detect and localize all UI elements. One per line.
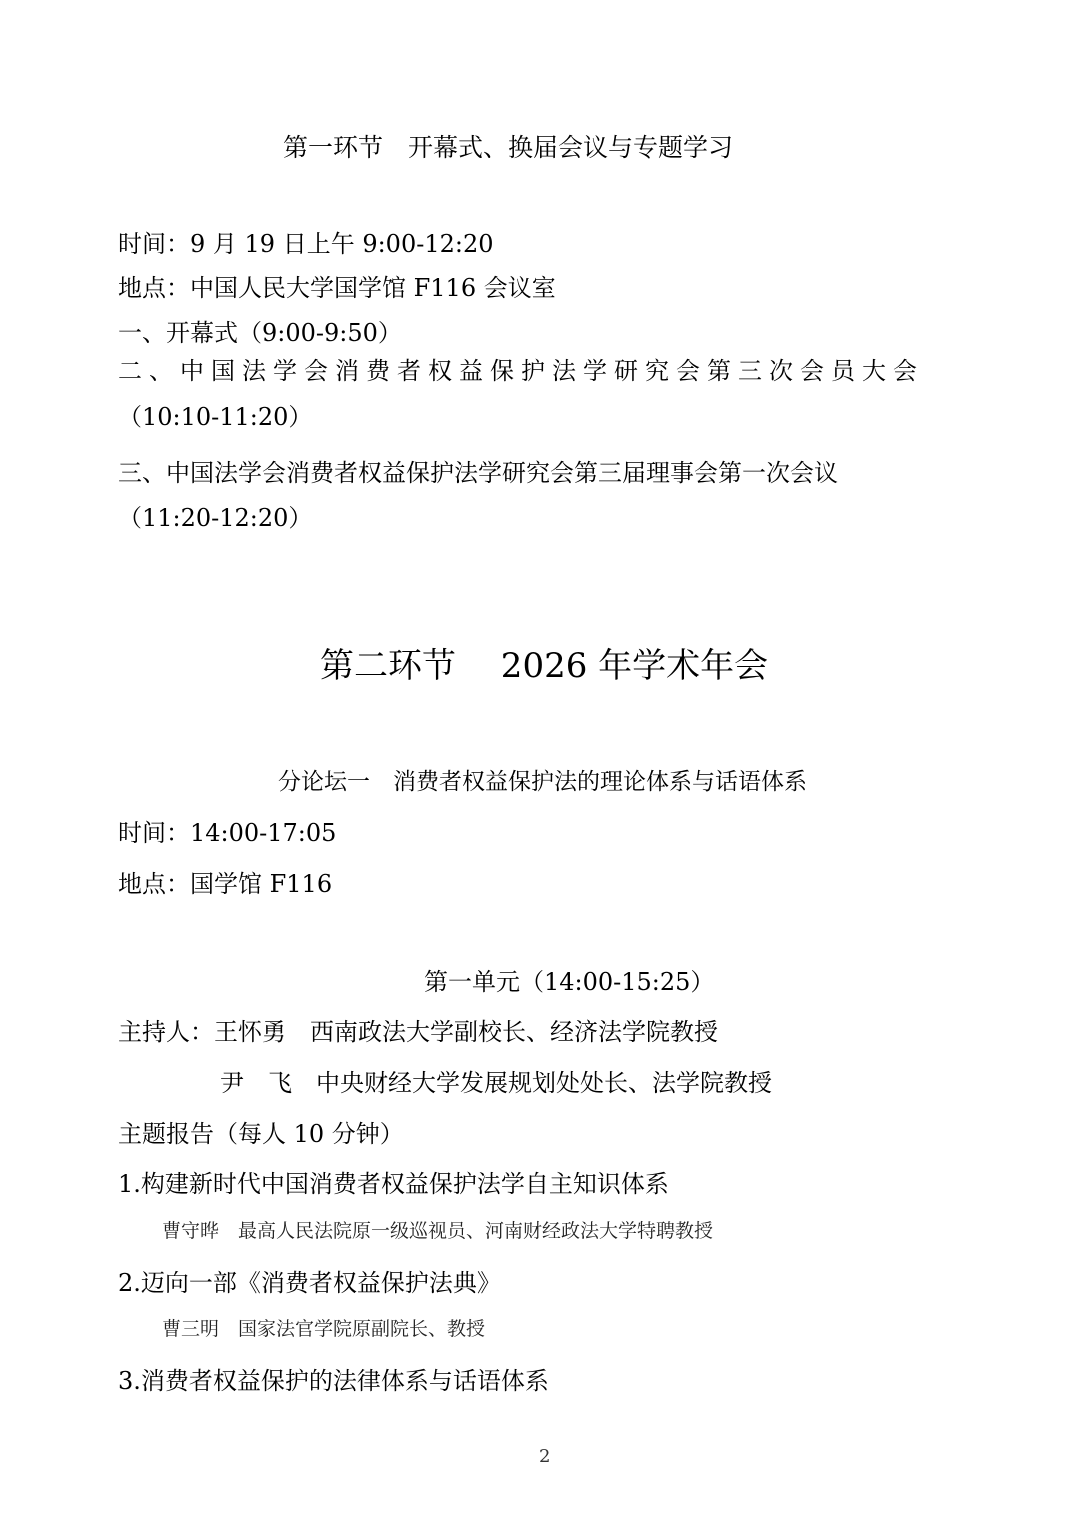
- report-speaker: 曹守晔 最高人民法院原一级巡视员、河南财经政法大学特聘教授: [162, 1220, 714, 1242]
- host-1: 主持人：王怀勇 西南政法大学副校长、经济法学院教授: [118, 1018, 718, 1046]
- section2-title: 第二环节 2026 年学术年会: [320, 646, 769, 686]
- unit-title: 第一单元（14:00-15:25）: [424, 968, 715, 996]
- page-number: 2: [539, 1446, 551, 1467]
- agenda-item-member-congress: 二、中国法学会消费者权益保护法学研究会第三次会员大会: [118, 357, 924, 385]
- report-title: 1.构建新时代中国消费者权益保护法学自主知识体系: [118, 1170, 669, 1198]
- agenda-item-member-congress-time: （10:10-11:20）: [118, 403, 313, 431]
- agenda-item-opening: 一、开幕式（9:00-9:50）: [118, 319, 402, 347]
- report-title: 2.迈向一部《消费者权益保护法典》: [118, 1269, 501, 1297]
- section2-time: 时间：14:00-17:05: [118, 819, 337, 847]
- section1-title: 第一环节 开幕式、换届会议与专题学习: [283, 133, 734, 162]
- agenda-item-council-meeting: 三、中国法学会消费者权益保护法学研究会第三届理事会第一次会议: [118, 459, 838, 487]
- section2-place: 地点：国学馆 F116: [118, 870, 333, 898]
- forum-title: 分论坛一 消费者权益保护法的理论体系与话语体系: [278, 769, 807, 795]
- host-2: 尹 飞 中央财经大学发展规划处处长、法学院教授: [220, 1069, 772, 1097]
- section1-time: 时间：9 月 19 日上午 9:00-12:20: [118, 230, 494, 258]
- report-speaker: 曹三明 国家法官学院原副院长、教授: [162, 1318, 486, 1340]
- section1-place: 地点：中国人民大学国学馆 F116 会议室: [118, 274, 556, 302]
- reports-heading: 主题报告（每人 10 分钟）: [118, 1120, 404, 1148]
- agenda-item-council-meeting-time: （11:20-12:20）: [118, 504, 313, 532]
- report-title: 3.消费者权益保护的法律体系与话语体系: [118, 1367, 549, 1395]
